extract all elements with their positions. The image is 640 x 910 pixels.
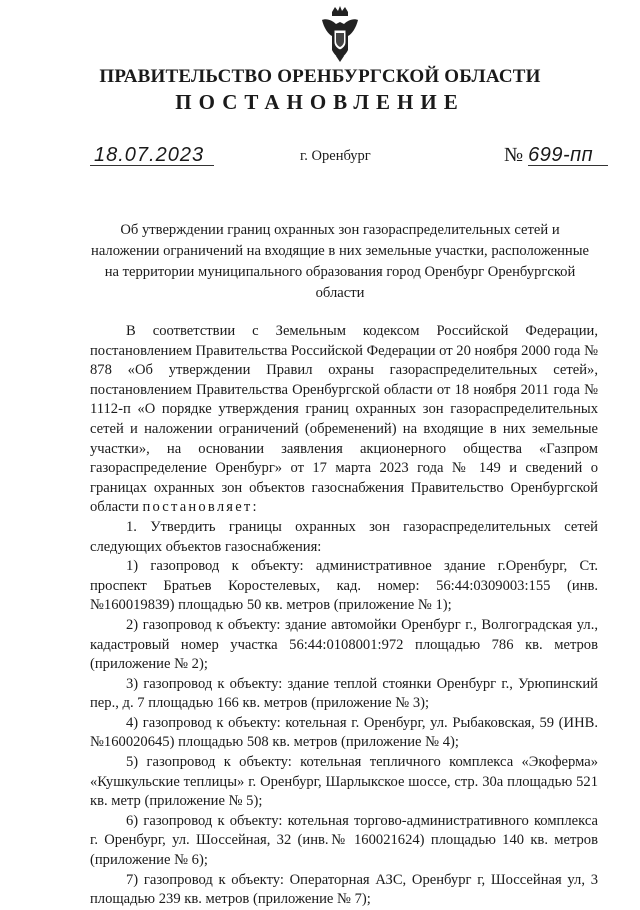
document-city: г. Оренбург [300, 148, 371, 164]
document-body [90, 322, 598, 910]
list-item: 6) газопровод к объекту: котельная торгово-административного комплекса г. Оренбург, ул. Шоссейная, 32 (инв.№ 160021624) площадью 140 кв. метров (приложение № 6); [90, 812, 598, 869]
document-number: 699-пп [528, 145, 608, 166]
organization-name: ПРАВИТЕЛЬСТВО ОРЕНБУРГСКОЙ ОБЛАСТИ [99, 66, 541, 87]
preamble-text: В соответствии с Земельным кодексом Российской Федерации, постановлением Правительства Российской Федерации от 20 ноября 2000 года № 878 «Об утверждении Правил охраны газораспределительных сетей», постановлением Правительства Оренбургской области от 18 ноября 2011 года № 1112-п «О порядке утверждения границ охранных зон газораспределительных сетей и наложении ограничений (обременений) на входящие в них земельные участки», на основании заявления акционерного общества «Газпром газораспределение Оренбург» от 17 марта 2023 года № 149 и сведений о границах охранных зон объектов газоснабжения Правительство Оренбургской области [90, 323, 598, 516]
list-item: 4) газопровод к объекту: котельная г. Оренбург, ул. Рыбаковская, 59 (ИНВ. №160020645) площадью 508 кв. метров (приложение № 4); [90, 714, 598, 751]
list-item: 7) газопровод к объекту: Операторная АЗС, Оренбург г, Шоссейная ул, 3 площадью 239 кв. метров (приложение № 7); [90, 871, 598, 908]
coat-of-arms-icon [318, 6, 362, 62]
list-item: 3) газопровод к объекту: здание теплой стоянки Оренбург г., Урюпинский пер., д. 7 площадью 166 кв. метров (приложение № 3); [90, 675, 598, 712]
document-date: 18.07.2023 [90, 145, 214, 166]
document-subject: Об утверждении границ охранных зон газораспределительных сетей и наложении ограничений на входящие в них земельные участки, расположенные на территории муниципального образования город Оренбург Оренбургской области [91, 222, 589, 301]
item-1-paragraph: 1. Утвердить границы охранных зон газораспределительных сетей следующих объектов газоснабжения: [90, 518, 598, 555]
list-item: 2) газопровод к объекту: здание автомойки Оренбург г., Волгоградская ул., кадастровый номер участка 56:44:0108001:972 площадью 786 кв. метров (приложение № 2); [90, 616, 598, 673]
decree-word: постановляет: [142, 499, 259, 516]
number-sign: № [504, 144, 524, 166]
list-item: 5) газопровод к объекту: котельная тепличного комплекса «Экоферма» «Кушкульские теплицы» г. Оренбург, Шарлыкское шоссе, стр. 30а площадью 521 кв. метр (приложение № 5); [90, 754, 598, 810]
document-number-field [504, 145, 608, 166]
preamble-paragraph [90, 322, 598, 518]
document-type: ПОСТАНОВЛЕНИЕ [175, 90, 465, 114]
list-item: 1) газопровод к объекту: административное здание г.Оренбург, Ст. проспект Братьев Коростелевых, кад. номер: 56:44:0309003:155 (инв.№160019839) площадью 50 кв. метров (приложение № 1); [90, 558, 598, 614]
